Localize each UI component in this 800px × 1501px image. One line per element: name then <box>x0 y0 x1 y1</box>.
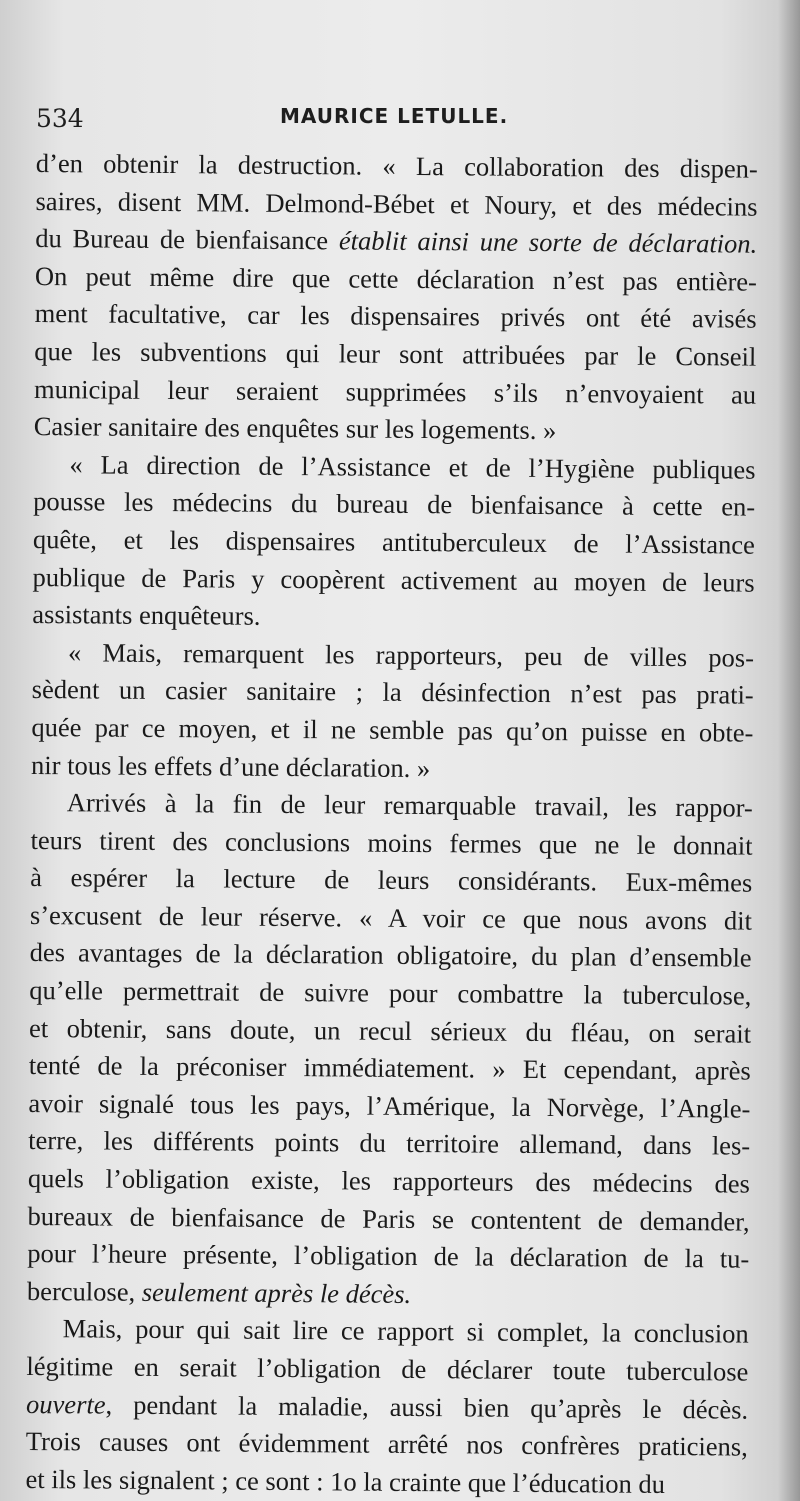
text-line: nir tous les effets d’une déclaration. » <box>31 749 431 783</box>
text-line: ouverte, pendant la maladie, aussi bien qu’après le décès. <box>25 1388 749 1425</box>
paragraph <box>32 446 755 640</box>
text-line: pour l’heure présente, l’obligation de la déclaration de la tu- <box>27 1238 750 1274</box>
text-line: Trois causes ont évidemment arrêté nos confrères praticiens, <box>25 1426 748 1462</box>
text-line: s’excusent de leur réserve. « A voir ce que nous avons dit <box>29 899 753 936</box>
text-line: quête, et les dispensaires antituberculeux de l’Assistance <box>32 523 756 560</box>
text-line: terre, les différents points du territoire allemand, dans les- <box>28 1125 751 1162</box>
text-line: à espérer la lecture de leurs considérants. Eux-mêmes <box>30 862 753 898</box>
text-line: du Bureau de bienfaisance établit ainsi une sorte de déclaration. <box>35 223 758 259</box>
text-line: légitime en serait l’obligation de déclarer toute tuberculose <box>26 1350 749 1387</box>
paragraph <box>34 145 758 451</box>
text-line: bureaux de bienfaisance de Paris se contentent de demander, <box>27 1200 750 1237</box>
text-line: Casier sanitaire des enquêtes sur les logements. » <box>33 411 557 446</box>
text-line: municipal leur seraient supprimées s’ils n’envoyaient au <box>33 373 757 410</box>
text-line: d’en obtenir la destruction. « La collaboration des dispen- <box>35 147 758 184</box>
text-line: saires, disent MM. Delmond-Bébet et Noury, et des médecins <box>35 185 758 222</box>
text-line: que les subventions qui leur sont attribuées par le Conseil <box>34 335 757 372</box>
text-line: Mais, pour qui sait lire ce rapport si complet, la conclusion <box>62 1313 749 1350</box>
running-title: MAURICE LETULLE. <box>280 104 509 128</box>
text-line: des avantages de la déclaration obligatoire, du plan d’ensemble <box>29 937 752 974</box>
text-line: ment facultative, car les dispensaires privés ont été avisés <box>34 298 757 335</box>
text-line: teurs tirent des conclusions moins fermes que ne le donnait <box>30 824 753 861</box>
text-line: pousse les médecins du bureau de bienfaisance à cette en- <box>33 486 756 523</box>
text-line: publique de Paris y coopèrent activement au moyen de leurs <box>32 561 755 598</box>
paragraph <box>27 784 753 1316</box>
text-line: « La direction de l’Assistance et de l’Hygiène publiques <box>69 449 756 485</box>
text-line: qu’elle permettrait de suivre pour combattre la tuberculose, <box>29 975 752 1011</box>
text-line: berculose, seulement après le décès. <box>26 1275 412 1309</box>
paragraph <box>31 634 754 790</box>
page-number: 534 <box>36 104 84 133</box>
text-line: « Mais, remarquent les rapporteurs, peu de villes pos- <box>67 636 755 673</box>
text-line: quels l’obligation existe, les rapporteurs des médecins des <box>27 1162 750 1199</box>
text-line: tenté de la préconiser immédiatement. » Et cependant, après <box>28 1050 751 1086</box>
text-line: sèdent un casier sanitaire ; la désinfection n’est pas prati- <box>31 674 754 710</box>
text-line: et ils les signalent ; ce sont : 1o la crainte que l’éducation du <box>25 1463 666 1499</box>
paragraph <box>25 1310 748 1501</box>
body-text <box>25 145 758 1501</box>
text-line: Arrivés à la fin de leur remarquable travail, les rappor- <box>66 787 753 823</box>
text-line: et obtenir, sans doute, un recul sérieux du fléau, on serait <box>28 1012 752 1049</box>
text-line: avoir signalé tous les pays, l’Amérique, la Norvège, l’Angle- <box>28 1087 751 1124</box>
running-head <box>36 100 756 140</box>
text-line: quée par ce moyen, et il ne semble pas qu’on puisse en obte- <box>31 711 754 748</box>
text-line: On peut même dire que cette déclaration n’est pas entière- <box>34 260 758 297</box>
text-line: assistants enquêteurs. <box>32 599 261 631</box>
